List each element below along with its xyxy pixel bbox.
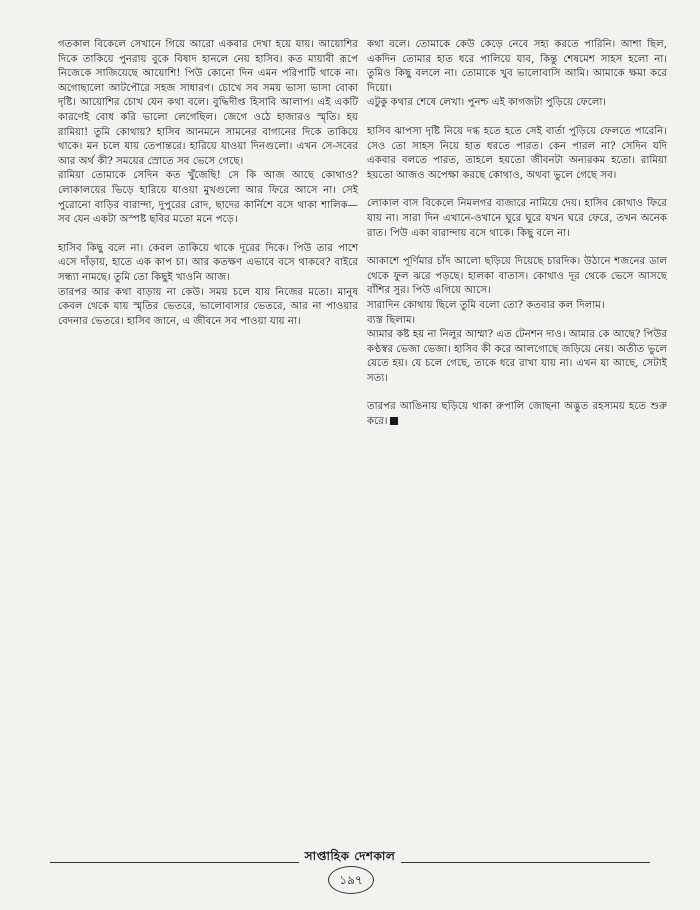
paragraph: লোকাল বাস বিকেলে নিমলগর বাজারে নামিয়ে দেয়। হাসিব কোথাও ফিরে যায় না। সারা দিন এখানে-ওখানে ঘুরে ঘুরে যখন ঘরে ফেরে, তখন অনেক রাত। পিউ একা বারান্দায় বসে থাকে। কিছু বলে না। <box>367 198 667 239</box>
paragraph: হাসিব কিছু বলে না। কেবল তাকিয়ে থাকে দূরের দিকে। পিউ তার পাশে এসে দাঁড়ায়, হাতে এক কাপ চা। আর কতক্ষণ এভাবে বসে থাকবে? বাইরে সন্ধ্যা নামছে। তুমি তো কিছুই খাওনি আজ। <box>58 242 358 283</box>
paragraph: আকাশে পূর্ণিমার চাঁদ আলো ছড়িয়ে দিয়েছে চারদিক। উঠানে শজনের ডাল থেকে ফুল ঝরে পড়ছে। হালকা বাতাস। কোথাও দূর থেকে ভেসে আসছে বাঁশির সুর। পিউ এগিয়ে আসে। <box>367 256 667 297</box>
paragraph: এটুকু কথার শেষে লেখা। পুনশ্চ এই কাগজটা পুড়িয়ে ফেলো। <box>367 97 607 109</box>
right-text-column <box>367 38 667 834</box>
left-text-column <box>58 38 358 838</box>
paragraph: কথা বলে। তোমাকে কেউ কেড়ে নেবে সহ্য করতে পারিনি। আশা ছিল, একদিন তোমার হাত ধরে পালিয়ে যাব, কিন্তু শেষমেশ সাহস হলো না। তুমিও কিছু বললে না। তোমাকে খুব ভালোবাসি আমি। আমাকে ক্ষমা করে দিয়ো। <box>367 39 667 94</box>
dialogue-line: সারাদিন কোথায় ছিলে তুমি বলো তো? কতবার কল দিলাম। <box>367 299 605 311</box>
closing-text: তারপর আঙিনায় ছড়িয়ে থাকা রুপালি জোছনা অদ্ভুত রহস্যময় হতে শুরু করে। <box>367 401 667 428</box>
magazine-name: সাপ্তাহিক দেশকাল <box>299 849 402 863</box>
page-number: ১৯৭ <box>328 866 374 894</box>
paragraph: গতকাল বিকেলে সেখানে গিয়ে আরো একবার দেখা হয়ে যায়। আয়োশির দিকে তাকিয়ে পুনরায় বুকে বিষাদ হানলে নেয় হাসিব। কত মায়াবী রূপে নিজেকে সাজিয়েছে আয়োশি! পিউ কোনো দিন এমন পরিপাটি থাকে না। অগোছালো আটপৌরে সহজ সাধারণ। চোখে সব সময় ভাসা ভাসা বোকা দৃষ্টি। আয়োশির চোখ যেন কথা বলে। বুদ্ধিদীপ্ত হিসাবি আলাপ। এই একটি কারণেই বোধ করি ভালো লেগেছিল। জেগে ওঠে হাজারও স্মৃতি। হয় রামিয়া! তুমি কোথায়? হাসিব আনমনে সামনের বাগানের দিকে তাকিয়ে থাকে। মন চলে যায় তেপান্তরে। হারিয়ে যাওয়া দিনগুলো। এখন সে-সবের আর অর্থ কী? সময়ের স্রোতে সব ভেসে গেছে। <box>58 39 358 167</box>
paragraph: আমার কষ্ট হয় না নিলুর আম্মা? এত টেনশন দাও। আমার কে আছে? পিউর কণ্ঠস্বর ভেজা ভেজা। হাসিব কী করে আলগোছে জড়িয়ে নেয়। অতীত ভুলে যেতে হয়। যে চলে গেছে, তাকে ধরে রাখা যায় না। এখন যা আছে, সেটাই সত্য। <box>367 329 667 384</box>
paragraph: রামিয়া তোমাকে সেদিন কত খুঁজেছি! সে কি আজ আছে কোথাও? লোকালয়ের ভিড়ে হারিয়ে যাওয়া মুখগুলো আর ফিরে আসে না। সেই পুরোনো বাড়ির বারান্দা, দুপুরের রোদ, ছাদের কার্নিশে বসে থাকা শালিক—সব যেন একটা অস্পষ্ট ছবির মতো মনে পড়ে। <box>58 170 358 226</box>
closing-paragraph <box>367 400 667 429</box>
paragraph: হাসিব ঝাপসা দৃষ্টি নিয়ে দগ্ধ হতে হতে সেই বার্তা পুড়িয়ে ফেলতে পারেনি। সেও তো সাহস নিয়ে হাত ধরতে পারত। কেন পারল না? সেদিন যদি একবার বলতে পারত, তাহলে হয়তো জীবনটা অন্যরকম হতো। রামিয়া হয়তো আজও অপেক্ষা করছে কোথাও, অথবা ভুলে গেছে সব। <box>367 125 667 181</box>
end-mark-icon <box>390 417 398 425</box>
footer-masthead <box>0 848 700 868</box>
dialogue-line: ব্যস্ত ছিলাম। <box>367 314 416 326</box>
paragraph: তারপর আর কথা বাড়ায় না কেউ। সময় চলে যায় নিজের মতো। মানুষ কেবল থেকে যায় স্মৃতির ভেতরে, ভালোবাসার ভেতরে, আর না পাওয়ার বেদনার ভেতরে। হাসিব জানে, এ জীবনে সব পাওয়া যায় না। <box>58 286 358 327</box>
